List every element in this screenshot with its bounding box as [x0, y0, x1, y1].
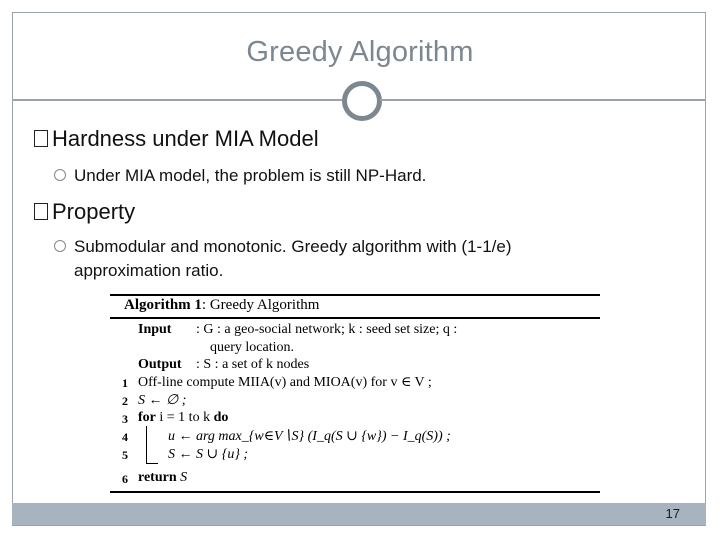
- bullet-item: [54, 235, 512, 283]
- line-number: 6: [122, 472, 128, 486]
- algorithm-line: [138, 410, 228, 426]
- line-number: 1: [122, 376, 128, 390]
- algorithm-line: S ← ∅ ;: [138, 393, 187, 408]
- bullet-text-continued: approximation ratio.: [74, 261, 224, 280]
- section-heading-hardness: [34, 126, 319, 152]
- section-heading-text: Property: [52, 199, 136, 224]
- keyword-do: do: [213, 410, 229, 425]
- keyword-for: for: [138, 410, 156, 425]
- algorithm-output-text: : S : a set of k nodes: [196, 357, 310, 372]
- line-number: 3: [122, 412, 128, 426]
- algorithm-figure: [110, 294, 600, 494]
- line-number: 4: [122, 430, 128, 444]
- algorithm-line: u ← arg max_{w∈V∖S} (I_q(S ∪ {w}) − I_q(S)) ;: [168, 429, 451, 444]
- bullet-box-icon: [34, 130, 48, 147]
- loop-bracket: [146, 426, 147, 464]
- algorithm-line: [138, 470, 187, 486]
- bullet-text: Submodular and monotonic. Greedy algorithm with (1-1/e): [74, 237, 512, 256]
- section-heading-property: [34, 199, 135, 225]
- page-number: 17: [665, 506, 680, 521]
- title-divider-right: [380, 99, 706, 101]
- line-number: 2: [122, 394, 128, 408]
- line-number: 5: [122, 448, 128, 462]
- algorithm-output-label: Output: [138, 357, 182, 372]
- algorithm-input-text-continued: query location.: [210, 340, 294, 355]
- loop-bracket-foot: [146, 463, 158, 464]
- slide-title: Greedy Algorithm: [246, 36, 474, 68]
- algorithm-header-name: : Greedy Algorithm: [201, 297, 320, 313]
- algorithm-line: Off-line compute MIIA(v) and MIOA(v) for v ∈ V ;: [138, 375, 432, 390]
- algorithm-input-text: : G : a geo-social network; k : seed set size; q :: [196, 322, 458, 337]
- circle-bullet-icon: [54, 240, 66, 252]
- footer-bar: [12, 503, 706, 525]
- section-heading-text: Hardness under MIA Model: [52, 126, 319, 151]
- algorithm-header-rule: [110, 317, 600, 319]
- circle-bullet-icon: [54, 169, 66, 181]
- divider-circle-ornament: [342, 81, 382, 121]
- loop-range: i = 1 to k: [155, 410, 214, 425]
- return-value: S: [176, 470, 188, 485]
- algorithm-bottom-rule: [110, 491, 600, 493]
- algorithm-line: S ← S ∪ {u} ;: [168, 447, 249, 462]
- title-divider-left: [12, 99, 342, 101]
- keyword-return: return: [138, 470, 177, 485]
- algorithm-header: [124, 297, 319, 314]
- bullet-box-icon: [34, 203, 48, 220]
- algorithm-input-label: Input: [138, 322, 172, 337]
- algorithm-top-rule: [110, 294, 600, 296]
- bullet-item: [54, 164, 426, 188]
- bullet-text: Under MIA model, the problem is still NP-Hard.: [74, 166, 427, 185]
- algorithm-header-bold: Algorithm 1: [124, 297, 202, 313]
